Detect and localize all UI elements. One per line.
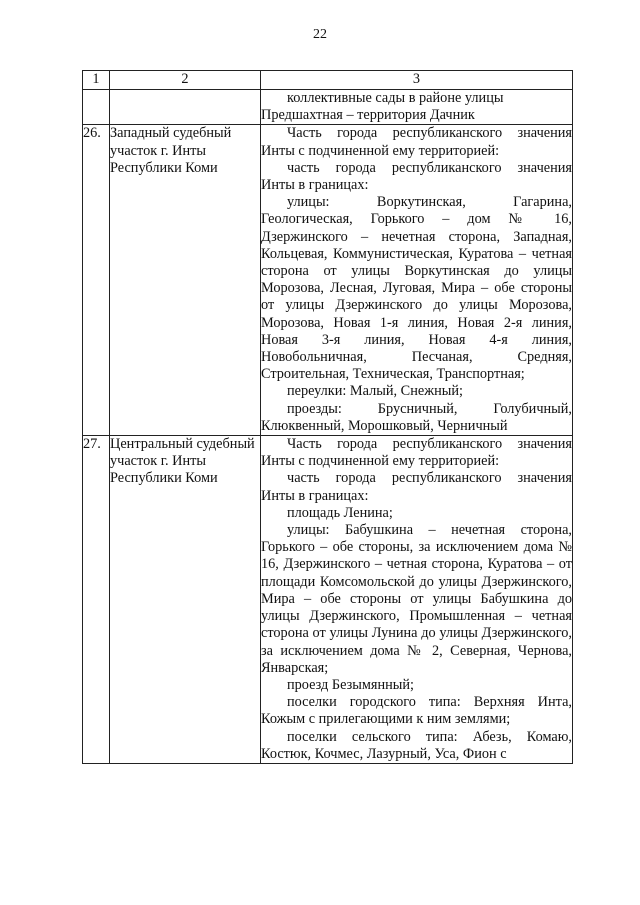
districts-table xyxy=(82,70,573,764)
territory-paragraph: улицы: Воркутинская, Гагарина, Геологическая, Горького – дом № 16, Дзержинского – нечетная сторона, Западная, Кольцевая, Коммунистическая, Куратова – четная сторона от улицы Воркутинская до улицы Морозова, Лесная, Луговая, Мира – обе стороны от улицы Дзержинского до улицы Морозова, Морозова, Новая 1-я линия, Новая 2-я линия, Новая 3-я линия, Новая 4-я линия, Новобольничная, Песчаная, Средняя, Строительная, Техническая, Транспортная; xyxy=(261,194,572,383)
territory-paragraph: проезд Безымянный; xyxy=(287,676,415,693)
row-number-cell xyxy=(83,90,110,125)
table-header-row xyxy=(83,71,573,90)
territory-paragraph: Часть города республиканского значения Инты с подчиненной ему территорией: xyxy=(261,125,572,159)
territory-paragraph: переулки: Малый, Снежный; xyxy=(287,383,463,400)
table-row xyxy=(83,436,573,764)
territory-paragraph: Предшахтная – территория Дачник xyxy=(261,107,475,124)
column-header: 2 xyxy=(110,71,261,90)
territory-paragraph: коллективные сады в районе улицы xyxy=(287,90,504,106)
territory-paragraph: часть города республиканского значения Инты в границах: xyxy=(261,159,572,194)
court-name: Западный судебный участок г. Инты Республики Коми xyxy=(110,125,261,436)
territory-paragraph: улицы: Бабушкина – нечетная сторона, Горького – обе стороны, за исключением дома № 16, Дзержинского – четная сторона, Куратова – от площади Комсомольской до улицы Дзержинского, Мира – обе стороны от улицы Бабушкина до улицы Дзержинского, Промышленная – четная сторона от улицы Лунина до улицы Дзержинского, за исключением дома № 2, Северная, Чернова, Январская; xyxy=(261,522,572,676)
row-number: 26. xyxy=(83,125,110,436)
territory-paragraph: проезды: Брусничный, Голубичный, Клюквенный, Морошковый, Черничный xyxy=(261,400,572,434)
territory-paragraph: часть города республиканского значения Инты в границах: xyxy=(261,470,572,504)
territory-paragraph: Часть города республиканского значения Инты с подчиненной ему территорией: xyxy=(261,436,572,470)
court-name-cell xyxy=(110,90,261,125)
territory-description-cell xyxy=(261,436,573,764)
table-row-continuation xyxy=(83,90,573,125)
territory-description-cell xyxy=(261,125,573,436)
table-row xyxy=(83,125,573,436)
row-number: 27. xyxy=(83,436,110,764)
territory-paragraph: поселки городского типа: Верхняя Инта, Кожым с прилегающими к ним землями; xyxy=(261,694,572,728)
column-header: 3 xyxy=(261,71,573,90)
page-number: 22 xyxy=(313,27,327,42)
court-name: Центральный судебный участок г. Инты Республики Коми xyxy=(110,436,261,764)
column-header: 1 xyxy=(83,71,110,90)
territory-description-cell xyxy=(261,90,573,125)
territory-paragraph: площадь Ленина; xyxy=(287,504,393,521)
territory-paragraph: поселки сельского типа: Абезь, Комаю, Костюк, Кочмес, Лазурный, Уса, Фион с xyxy=(261,728,572,762)
